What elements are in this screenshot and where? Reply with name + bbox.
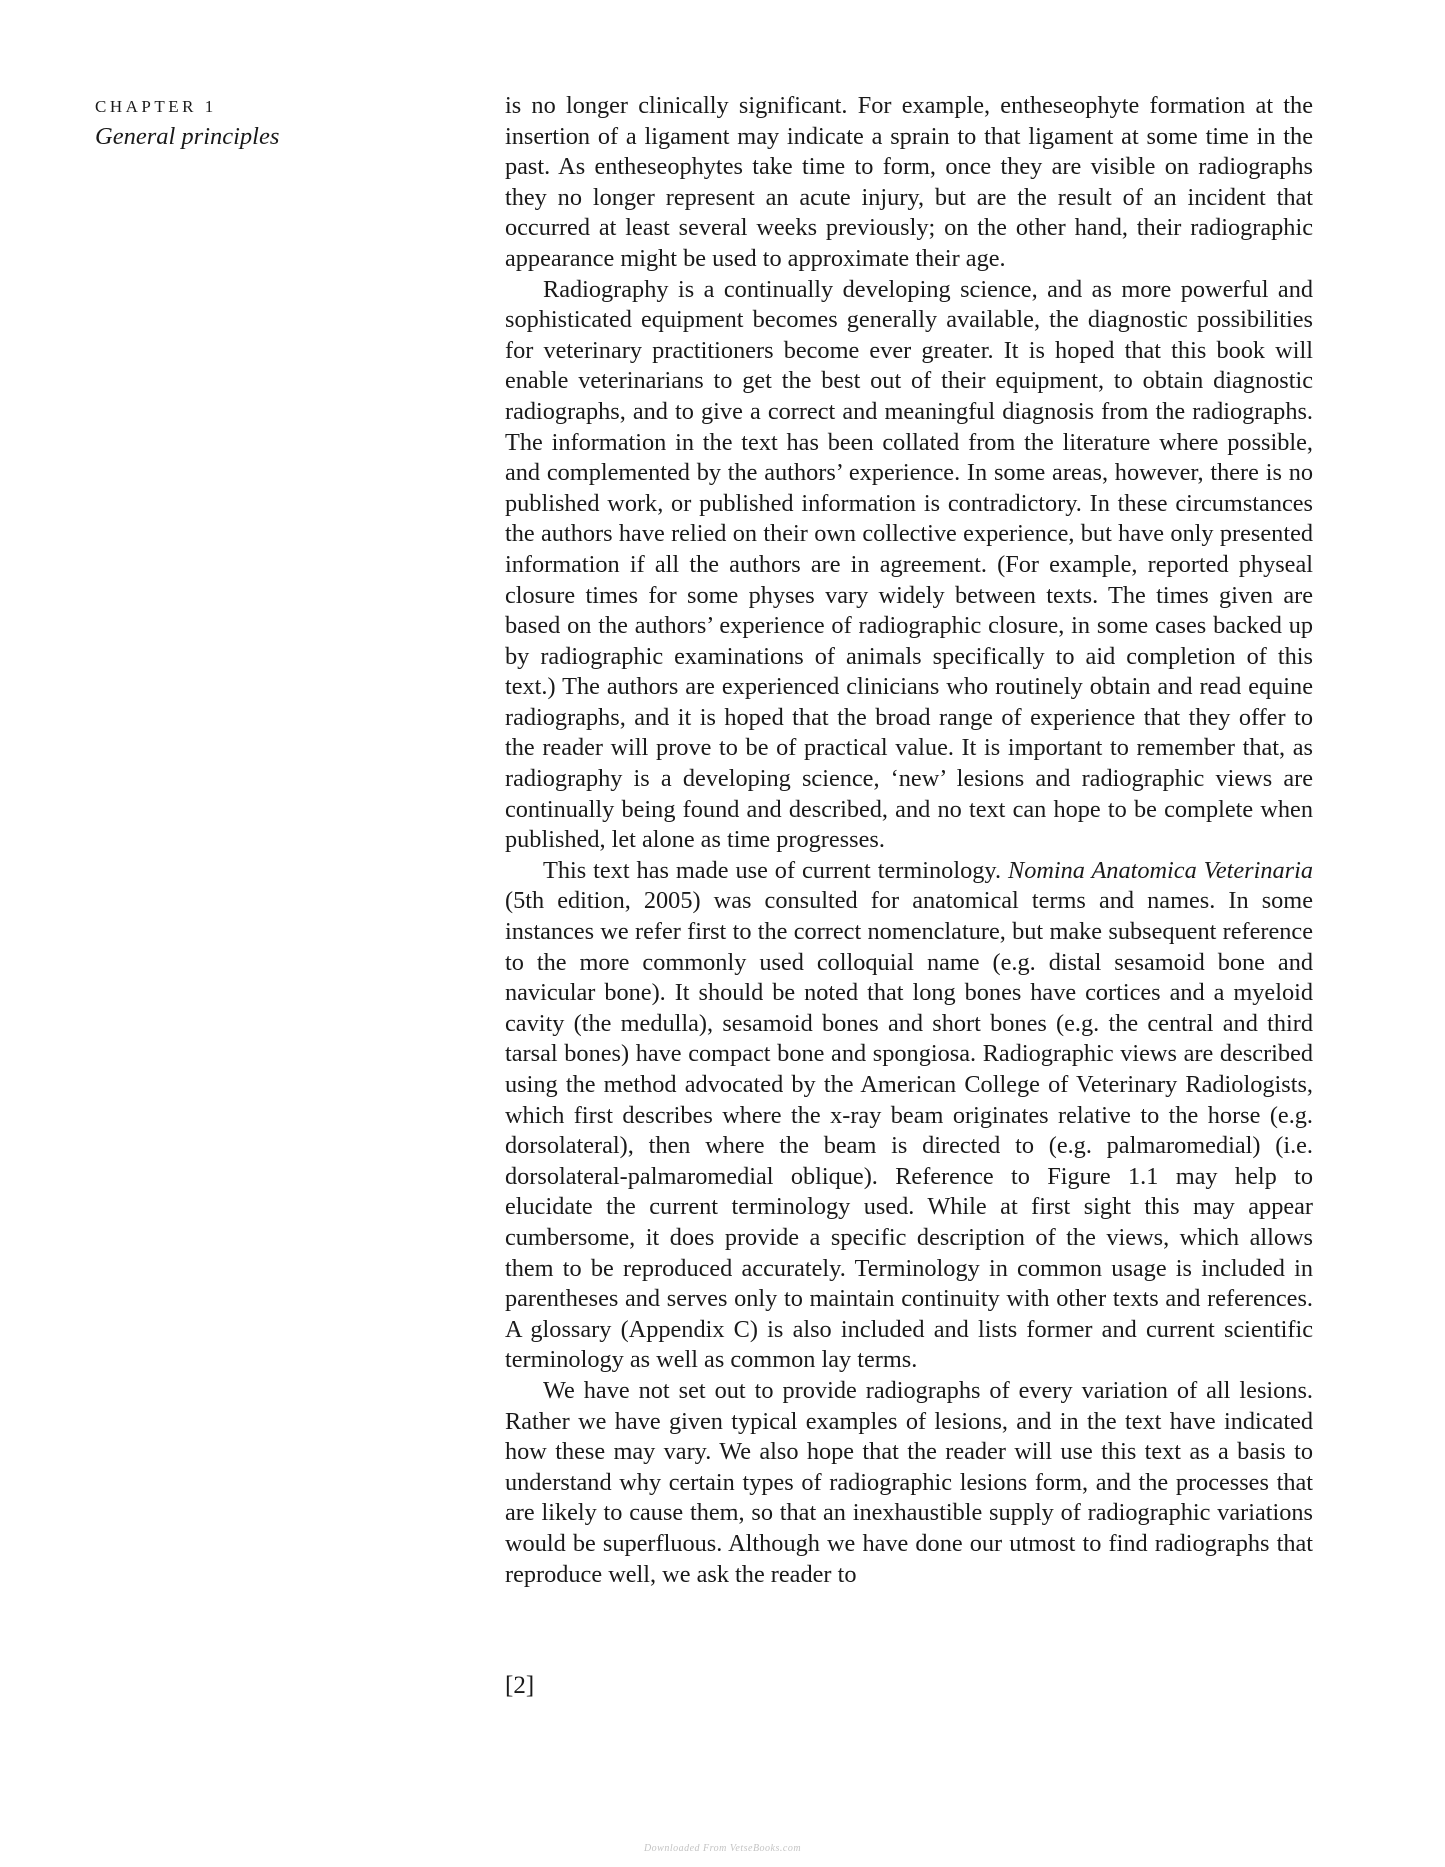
paragraph-3-text-a: This text has made use of current terminology.: [543, 856, 1008, 884]
paragraph-3: [505, 856, 1313, 1376]
paragraph-2: [505, 275, 1313, 856]
paragraph-3-text-b: (5th edition, 2005) was consulted for anatomical terms and names. In some instances we refer first to the correct nomenclature, but make subsequent reference to the more commonly used colloquial name (e.g. distal sesamoid bone and navicular bone). It should be noted that long bones have cortices and a myeloid cavity (the medulla), sesamoid bones and short bones (e.g. the central and third tarsal bones) have compact bone and spongiosa. Radiographic views are described using the method advocated by the American College of Veterinary Radiologists, which first describes where the x-ray beam originates relative to the horse (e.g. dorsolateral), then where the beam is directed to (e.g. palmaromedial) (i.e. dorsolateral-palmaromedial oblique). Reference to Figure 1.1 may help to elucidate the current terminology used. While at first sight this may appear cumbersome, it does provide a specific description of the views, which allows them to be reproduced accurately. Terminology in common usage is included in parentheses and serves only to maintain continuity with other texts and references. A glossary (Appendix C) is also included and lists former and current scientific terminology as well as common lay terms.: [505, 887, 1313, 1374]
running-head: [95, 92, 395, 152]
body-text: [505, 91, 1313, 1590]
watermark: Downloaded From VetseBooks.com: [643, 1843, 802, 1854]
paragraph-1: [505, 91, 1313, 275]
paragraph-1-text: is no longer clinically significant. For example, entheseophyte formation at the insertion of a ligament may indicate a sprain to that ligament at some time in the past. As entheseophytes take time to form, once they are visible on radiographs they no longer represent an acute injury, but are the result of an incident that occurred at least several weeks previously; on the other hand, their radiographic appearance might be used to approximate their age.: [505, 92, 1313, 272]
paragraph-3-book-title: Nomina Anatomica Veterinaria: [1007, 856, 1313, 884]
chapter-label: CHAPTER 1: [95, 97, 217, 116]
paragraph-4-text: We have not set out to provide radiographs of every variation of all lesions. Rather we have given typical examples of lesions, and in the text have indicated how these may vary. We also hope that the reader will use this text as a basis to understand why certain types of radiographic lesions form, and the processes that are likely to cause them, so that an inexhaustible supply of radiographic variations would be superfluous. Although we have done our utmost to find radiographs that reproduce well, we ask the reader to: [505, 1376, 1313, 1588]
page-number: [2]: [505, 1672, 535, 1699]
chapter-title: General principles: [95, 123, 280, 150]
paragraph-4: [505, 1376, 1313, 1590]
paragraph-2-text: Radiography is a continually developing science, and as more powerful and sophisticated equipment becomes generally available, the diagnostic possibilities for veterinary practitioners become ever greater. It is hoped that this book will enable veterinarians to get the best out of their equipment, to obtain diagnostic radiographs, and to give a correct and meaningful diagnosis from the radiographs. The information in the text has been collated from the literature where possible, and complemented by the authors’ experience. In some areas, however, there is no published work, or published information is contradictory. In these circumstances the authors have relied on their own collective experience, but have only presented information if all the authors are in agreement. (For example, reported physeal closure times for some physes vary widely between texts. The times given are based on the authors’ experience of radiographic closure, in some cases backed up by radiographic examinations of animals specifically to aid completion of this text.) The authors are experienced clinicians who routinely obtain and read equine radiographs, and it is hoped that the broad range of experience that they offer to the reader will prove to be of practical value. It is important to remember that, as radiography is a developing science, ‘new’ lesions and radiographic views are continually being found and described, and no text can hope to be complete when published, let alone as time progresses.: [505, 275, 1313, 854]
